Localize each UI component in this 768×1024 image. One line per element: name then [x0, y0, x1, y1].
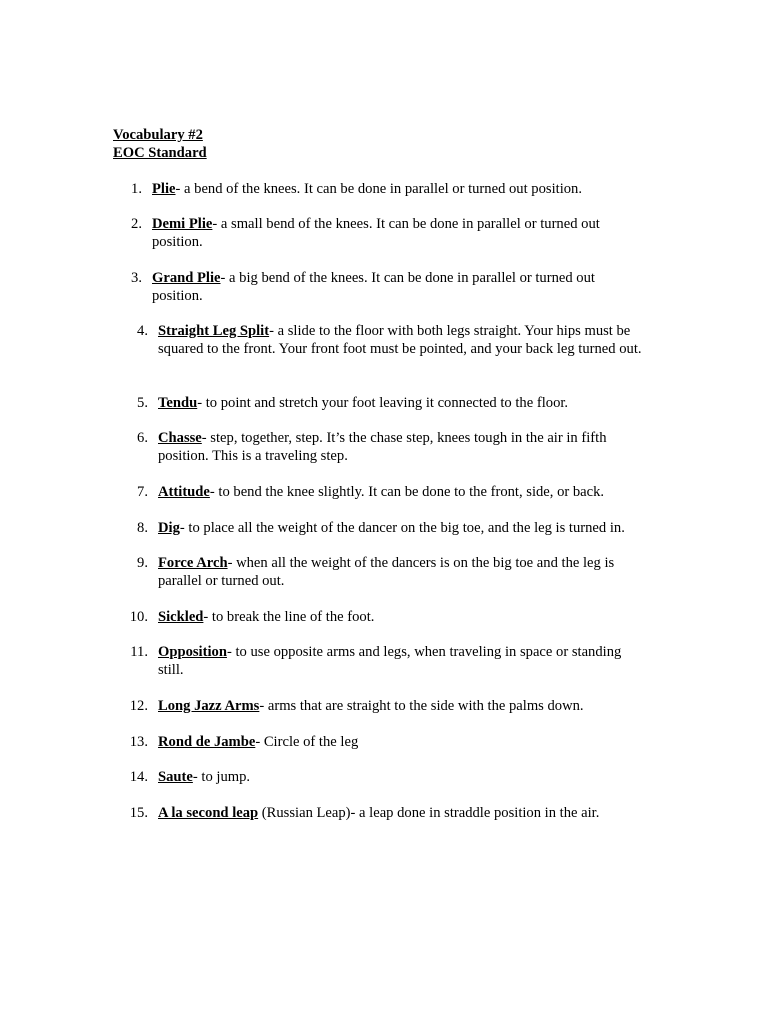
list-item-definition: - to break the line of the foot. — [203, 609, 375, 625]
list-item-number: 4. — [137, 323, 148, 339]
list-item-number: 14. — [129, 769, 148, 785]
document-title: Vocabulary #2 — [113, 127, 203, 143]
list-item-term: Force Arch — [158, 555, 228, 571]
document-subtitle: EOC Standard — [113, 145, 207, 161]
list-item-definition: - Circle of the leg — [255, 734, 359, 750]
list-item-term: Attitude — [158, 484, 210, 500]
list-item-number: 5. — [137, 395, 148, 411]
list-item-definition: - step, together, step. It’s the chase step, knees tough in the air in fifth position. This is a traveling step. — [158, 430, 607, 464]
list-item-term: Plie — [152, 181, 176, 197]
list-item-number: 15. — [129, 805, 148, 821]
list-item-term: Chasse — [158, 430, 202, 446]
list-item-number: 7. — [137, 484, 148, 500]
list-item-definition: - to point and stretch your foot leaving it connected to the floor. — [197, 395, 569, 411]
list-item-term: Opposition — [158, 644, 227, 660]
list-item-number: 1. — [131, 181, 142, 197]
list-item-definition: - to jump. — [192, 769, 251, 785]
list-item-number: 6. — [137, 430, 148, 446]
list-item-term: Long Jazz Arms — [158, 698, 260, 714]
list-item-definition: - arms that are straight to the side with the palms down. — [259, 698, 584, 714]
list-item-number: 12. — [129, 698, 148, 714]
list-item-definition: - to place all the weight of the dancer on the big toe, and the leg is turned in. — [179, 520, 625, 536]
list-item-definition: (Russian Leap)- a leap done in straddle position in the air. — [258, 805, 600, 821]
list-item-definition: - a big bend of the knees. It can be done in parallel or turned out position. — [152, 270, 595, 304]
list-item-term: Straight Leg Split — [158, 323, 270, 339]
list-item-number: 3. — [131, 270, 142, 286]
list-item-term: Saute — [158, 769, 193, 785]
list-item-term: A la second leap — [158, 805, 259, 821]
list-item-definition: - when all the weight of the dancers is on the big toe and the leg is parallel or turned out. — [158, 555, 615, 589]
list-item-number: 2. — [131, 216, 142, 232]
list-item-number: 8. — [137, 520, 148, 536]
list-item-number: 11. — [130, 644, 148, 660]
list-item-definition: - a slide to the floor with both legs straight. Your hips must be squared to the front. Your front foot must be pointed, and your back leg turned out. — [158, 323, 642, 357]
list-item-term: Sickled — [158, 609, 204, 625]
list-item-term: Dig — [158, 520, 180, 536]
list-item-term: Grand Plie — [152, 270, 221, 286]
list-item-definition: - a bend of the knees. It can be done in parallel or turned out position. — [175, 181, 582, 197]
list-item-term: Demi Plie — [152, 216, 213, 232]
list-item-term: Tendu — [158, 395, 198, 411]
list-item-number: 13. — [129, 734, 148, 750]
list-item-definition: - a small bend of the knees. It can be done in parallel or turned out position. — [152, 216, 600, 250]
list-item-definition: - to use opposite arms and legs, when traveling in space or standing still. — [158, 644, 622, 678]
list-item-number: 10. — [129, 609, 148, 625]
list-item-term: Rond de Jambe — [158, 734, 256, 750]
list-item-definition: - to bend the knee slightly. It can be done to the front, side, or back. — [209, 484, 605, 500]
list-item-number: 9. — [137, 555, 148, 571]
